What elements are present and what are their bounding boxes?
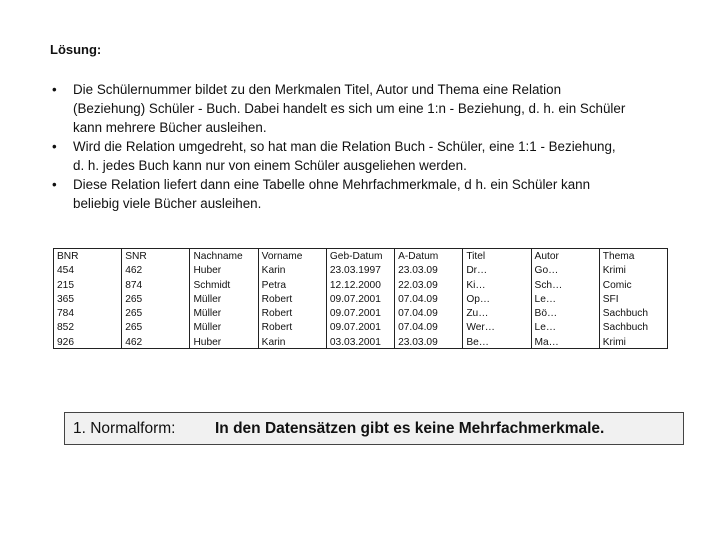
bullet-marker: • bbox=[52, 82, 57, 97]
table-cell: Ma… bbox=[534, 336, 559, 348]
table-column-autor bbox=[532, 249, 600, 348]
bullet-item bbox=[50, 137, 680, 175]
table-cell: 07.04.09 bbox=[398, 293, 438, 305]
table-cell: 23.03.09 bbox=[398, 336, 438, 348]
table-cell: Robert bbox=[261, 322, 293, 334]
table-cell: 462 bbox=[125, 265, 143, 277]
table-cell: Sch… bbox=[534, 279, 563, 291]
table-cell: 784 bbox=[57, 308, 74, 320]
bullet-line: d. h. jedes Buch kann nur von einem Schüler ausgeliehen werden. bbox=[73, 158, 467, 173]
table-cell: Robert bbox=[261, 308, 293, 320]
table-cell: 12.12.2000 bbox=[329, 279, 381, 291]
table-cell: Be… bbox=[466, 336, 489, 348]
table-cell: Zu… bbox=[466, 308, 489, 320]
table-cell: Huber bbox=[193, 336, 222, 348]
table-cell: 454 bbox=[57, 265, 74, 277]
table-cell: Krimi bbox=[602, 336, 626, 348]
table-cell: 09.07.2001 bbox=[329, 322, 381, 334]
normalform-statement: In den Datensätzen gibt es keine Mehrfachmerkmale. bbox=[215, 419, 605, 437]
table-cell: Go… bbox=[534, 265, 559, 277]
table-cell: 852 bbox=[57, 322, 74, 334]
table-cell: 874 bbox=[125, 279, 143, 291]
column-header: A-Datum bbox=[398, 251, 439, 262]
table-cell: Le… bbox=[534, 293, 557, 305]
table-cell: 926 bbox=[57, 336, 74, 348]
table-cell: SFI bbox=[602, 293, 619, 305]
table-cell: 22.03.09 bbox=[398, 279, 438, 291]
bullet-item bbox=[50, 175, 680, 213]
column-header: Vorname bbox=[261, 251, 303, 262]
table-cell: Schmidt bbox=[193, 279, 231, 291]
table-cell: 265 bbox=[125, 308, 143, 320]
table-cell: Petra bbox=[261, 279, 287, 291]
table-cell: Karin bbox=[261, 336, 286, 348]
column-header: SNR bbox=[125, 251, 147, 262]
bullet-item bbox=[50, 80, 680, 137]
table-cell: Wer… bbox=[466, 322, 495, 334]
column-header: Titel bbox=[466, 251, 486, 262]
table-cell: Ki… bbox=[466, 279, 486, 291]
loan-table bbox=[53, 248, 668, 349]
solution-heading: Lösung: bbox=[50, 42, 102, 57]
table-cell: 265 bbox=[125, 293, 143, 305]
table-cell: Müller bbox=[193, 322, 222, 334]
bullet-line: Diese Relation liefert dann eine Tabelle ohne Mehrfachmerkmale, d h. ein Schüler kann bbox=[73, 177, 591, 192]
table-cell: Sachbuch bbox=[602, 322, 649, 334]
table-cell: 365 bbox=[57, 293, 74, 305]
table-column-bnr bbox=[54, 249, 122, 348]
column-header: Nachname bbox=[193, 251, 243, 262]
bullet-line: Die Schülernummer bildet zu den Merkmalen Titel, Autor und Thema eine Relation bbox=[73, 82, 562, 97]
table-column-thema bbox=[600, 249, 667, 348]
table-cell: 07.04.09 bbox=[398, 308, 438, 320]
normalform-box bbox=[64, 412, 684, 445]
table-column-nachname bbox=[190, 249, 258, 348]
table-cell: Robert bbox=[261, 293, 293, 305]
column-header: Autor bbox=[534, 251, 559, 262]
table-column-geb-datum bbox=[327, 249, 395, 348]
table-cell: 09.07.2001 bbox=[329, 308, 381, 320]
table-cell: 265 bbox=[125, 322, 143, 334]
table-cell: Karin bbox=[261, 265, 286, 277]
column-header: BNR bbox=[57, 251, 79, 262]
normalform-label: 1. Normalform: bbox=[73, 419, 176, 437]
table-column-snr bbox=[122, 249, 190, 348]
bullet-line: Wird die Relation umgedreht, so hat man die Relation Buch - Schüler, eine 1:1 - Beziehung, bbox=[73, 139, 616, 154]
bullet-line: beliebig viele Bücher ausleihen. bbox=[73, 196, 262, 211]
table-cell: Comic bbox=[602, 279, 632, 291]
table-cell: Müller bbox=[193, 293, 222, 305]
table-column-a-datum bbox=[395, 249, 463, 348]
table-cell: Le… bbox=[534, 322, 557, 334]
table-cell: Sachbuch bbox=[602, 308, 649, 320]
table-cell: 09.07.2001 bbox=[329, 293, 381, 305]
bullet-list bbox=[50, 80, 680, 213]
table-cell: Krimi bbox=[602, 265, 626, 277]
table-cell: 23.03.1997 bbox=[329, 265, 381, 277]
table-cell: Bö… bbox=[534, 308, 558, 320]
bullet-line: kann mehrere Bücher ausleihen. bbox=[73, 120, 267, 135]
table-cell: Müller bbox=[193, 308, 222, 320]
table-cell: Huber bbox=[193, 265, 222, 277]
table-cell: 03.03.2001 bbox=[329, 336, 381, 348]
table-cell: 23.03.09 bbox=[398, 265, 438, 277]
table-cell: 462 bbox=[125, 336, 143, 348]
column-header: Geb-Datum bbox=[329, 251, 383, 262]
table-cell: 215 bbox=[57, 279, 74, 291]
table-column-vorname bbox=[259, 249, 327, 348]
bullet-line: (Beziehung) Schüler - Buch. Dabei handelt es sich um eine 1:n - Beziehung, d. h. ein Schüler bbox=[73, 101, 626, 116]
table-cell: Dr… bbox=[466, 265, 488, 277]
table-column-titel bbox=[463, 249, 531, 348]
bullet-marker: • bbox=[52, 139, 57, 154]
bullet-marker: • bbox=[52, 177, 57, 192]
column-header: Thema bbox=[602, 251, 635, 262]
table-cell: Op… bbox=[466, 293, 491, 305]
table-cell: 07.04.09 bbox=[398, 322, 438, 334]
